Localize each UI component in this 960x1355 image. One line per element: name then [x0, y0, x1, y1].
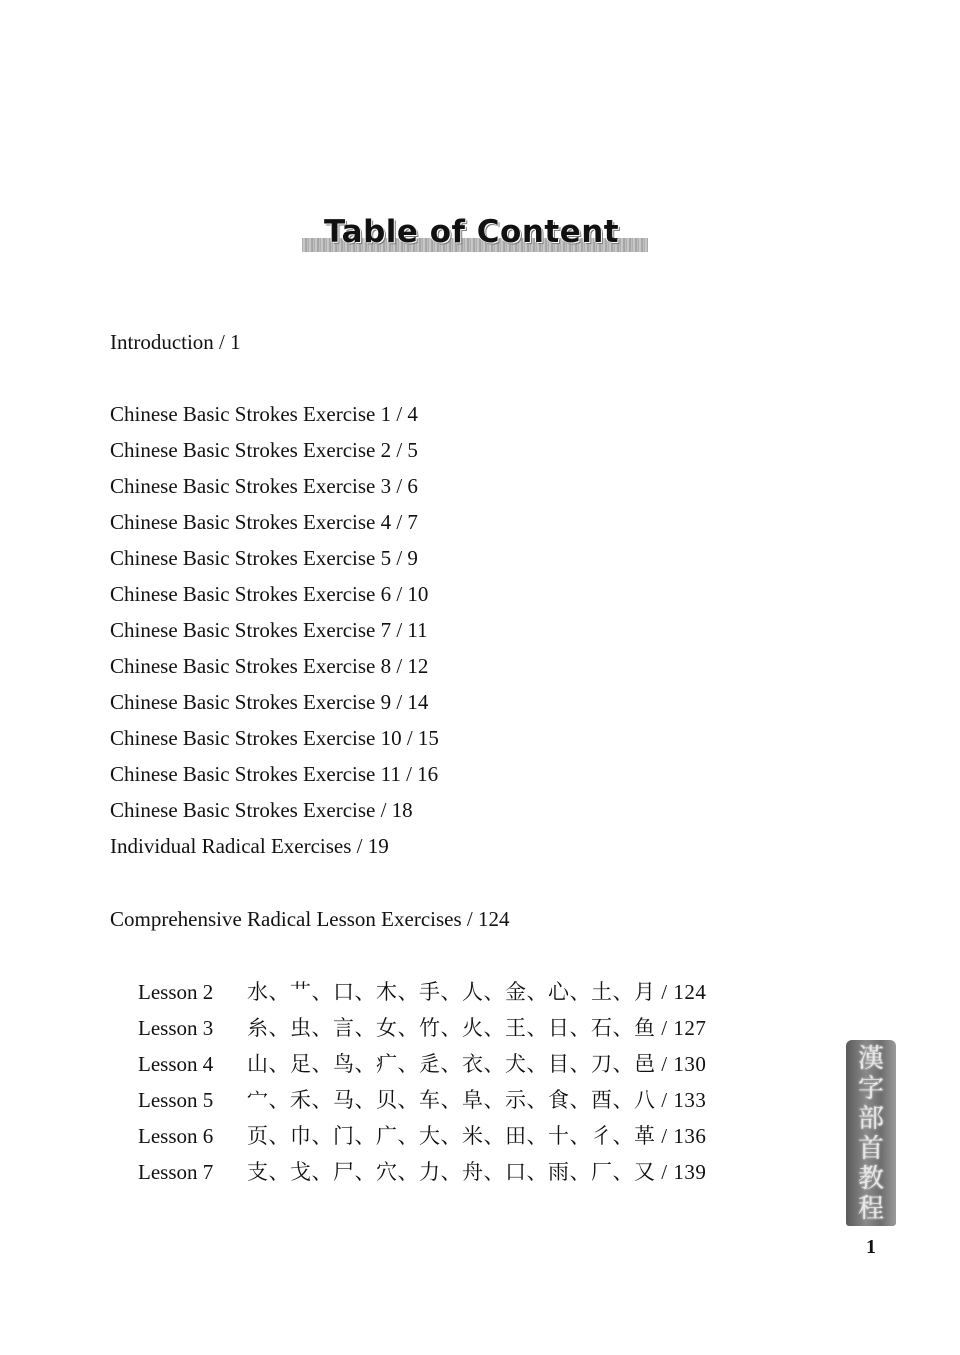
- side-tab-char: 教: [857, 1164, 884, 1194]
- toc-entry-strokes-10: Chinese Basic Strokes Exercise 10 / 15: [110, 726, 439, 750]
- side-tab-char: 程: [857, 1194, 884, 1224]
- lesson-label: Lesson 2: [138, 980, 214, 1004]
- lesson-label: Lesson 4: [138, 1052, 214, 1076]
- title-block: [300, 212, 652, 260]
- toc-entry-strokes-3: Chinese Basic Strokes Exercise 3 / 6: [110, 474, 418, 498]
- book-title-side-tab: [846, 1040, 896, 1226]
- toc-entry-strokes-6: Chinese Basic Strokes Exercise 6 / 10: [110, 582, 429, 606]
- lesson-label: Lesson 3: [138, 1016, 214, 1040]
- lesson-radicals: 水、艹、口、木、手、人、金、心、土、月 / 124: [247, 980, 707, 1004]
- lesson-radicals: 页、巾、门、广、大、米、田、十、彳、革 / 136: [247, 1124, 707, 1148]
- side-tab-char: 首: [857, 1134, 884, 1164]
- toc-entry-strokes-8: Chinese Basic Strokes Exercise 8 / 12: [110, 654, 429, 678]
- toc-entry-strokes-7: Chinese Basic Strokes Exercise 7 / 11: [110, 618, 428, 642]
- toc-entry-strokes-2: Chinese Basic Strokes Exercise 2 / 5: [110, 438, 418, 462]
- toc-entry-strokes-final: Chinese Basic Strokes Exercise / 18: [110, 798, 413, 822]
- toc-entry-strokes-11: Chinese Basic Strokes Exercise 11 / 16: [110, 762, 439, 786]
- side-tab-char: 漢: [857, 1044, 884, 1074]
- lesson-radicals: 支、戈、尸、穴、力、舟、口、雨、厂、又 / 139: [247, 1160, 707, 1184]
- side-tab-char: 字: [857, 1074, 884, 1104]
- toc-entry-strokes-4: Chinese Basic Strokes Exercise 4 / 7: [110, 510, 418, 534]
- page-title: Table of Content: [324, 214, 620, 250]
- lesson-label: Lesson 7: [138, 1160, 214, 1184]
- lesson-radicals: 山、足、鸟、疒、辵、衣、犬、目、刀、邑 / 130: [247, 1052, 707, 1076]
- toc-entry-comprehensive: Comprehensive Radical Lesson Exercises / 124: [110, 907, 510, 931]
- toc-entry-strokes-9: Chinese Basic Strokes Exercise 9 / 14: [110, 690, 429, 714]
- toc-entry-individual-radicals: Individual Radical Exercises / 19: [110, 834, 389, 858]
- side-tab-char: 部: [857, 1104, 884, 1134]
- lesson-label: Lesson 6: [138, 1124, 214, 1148]
- toc-entry-strokes-5: Chinese Basic Strokes Exercise 5 / 9: [110, 546, 418, 570]
- lesson-label: Lesson 5: [138, 1088, 214, 1112]
- lesson-radicals: 宀、禾、马、贝、车、阜、示、食、酉、八 / 133: [247, 1088, 707, 1112]
- page-number: 1: [866, 1236, 876, 1258]
- toc-entry-strokes-1: Chinese Basic Strokes Exercise 1 / 4: [110, 402, 418, 426]
- lesson-radicals: 糸、虫、言、女、竹、火、王、日、石、鱼 / 127: [247, 1016, 707, 1040]
- toc-entry-introduction: Introduction / 1: [110, 330, 241, 354]
